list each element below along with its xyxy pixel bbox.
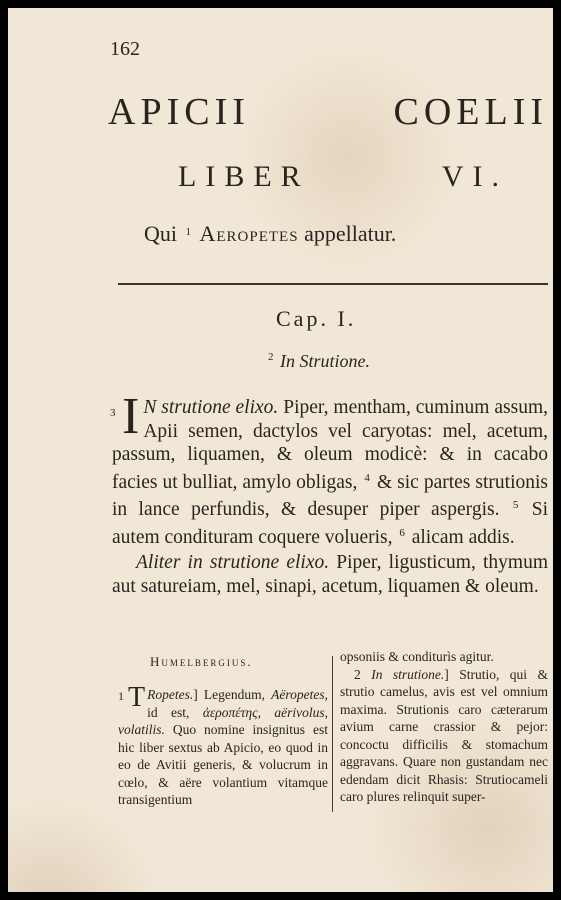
recipe-text: Piper, mentham, cuminum assum, Apii semen, dactylos vel caryotas: mel, acetum, passum, liquamen, & oleum modicè: & in cacabo facies ut bulliat, amylo obligas,	[112, 397, 548, 493]
notes-left-column	[118, 682, 329, 809]
chapter-heading: Cap. I.	[276, 306, 357, 331]
recipe-text: alicam addis.	[411, 526, 515, 548]
note-paragraph	[118, 682, 329, 809]
recipe-text: & sic partes strutionis in lance perfundis, & desuper piper aspergis.	[112, 471, 549, 520]
drop-cap: T	[128, 682, 146, 713]
footnote-marker: 6	[399, 526, 405, 539]
footnote-marker: 2	[268, 351, 274, 363]
note-text: opsoniis & conditurìs agitur.	[340, 649, 494, 664]
drop-cap: I	[122, 388, 140, 445]
footnote-marker: 5	[512, 499, 519, 511]
book-description	[144, 221, 396, 247]
recipe-title: N strutione elixo.	[143, 397, 279, 418]
section-title: In Strutione.	[280, 351, 370, 371]
note-text: ] Legendum,	[193, 687, 265, 702]
section-heading	[266, 351, 370, 372]
footnote-marker: 1	[185, 226, 191, 238]
note-text: ] Strutio, qui & strutio camelus, avis est vel omnium maxima. Strutionis caro cæterarum avium carne crassior & pejor: concoctu difficilis & stomachum aggravans. Quare non gustandam nec edendam dicit Rhasis: Strutiocameli caro plures relinquit super-	[340, 666, 548, 804]
note-greek: ἀεροπέτης,	[202, 704, 261, 720]
note-paragraph	[340, 648, 548, 666]
notes-heading: Humelbergius.	[150, 654, 253, 669]
recipe-paragraph	[112, 388, 549, 549]
book-subtitle-text: LIBER VI.	[178, 160, 508, 193]
footnote-marker: 4	[364, 471, 370, 484]
recipe-title: Aliter in strutione elixo.	[136, 552, 330, 573]
note-lemma: In strutione.	[371, 666, 445, 682]
book-title	[108, 90, 548, 134]
aeropetes-name: Aeropetes	[199, 221, 299, 246]
recipe-body	[110, 388, 549, 598]
note-text: Quo nomine insignitus est hic liber sextus ab Apicio, eo quod in eo de Avitii generis, & volucrum in cœlo, & aëre volantium vitamque transigentium	[118, 722, 328, 807]
note-number: 2	[354, 666, 361, 682]
page-number: 162	[110, 38, 140, 60]
note-paragraph	[340, 666, 548, 806]
book-subtitle	[178, 160, 508, 194]
recipe-text: Piper, ligusticum, thymum aut satureiam, mel, sinapi, acetum, liquamen & oleum.	[112, 552, 548, 597]
subtitle-pre: Qui	[144, 221, 177, 246]
note-number: 1	[118, 689, 124, 703]
note-italic: aërivolus, volatilis.	[118, 704, 329, 737]
recipe-text: Si autem condituram coquere volueris,	[112, 499, 549, 548]
note-lemma: Ropetes.	[147, 687, 194, 702]
note-italic: Aëropetes,	[271, 687, 328, 702]
subtitle-post: appellatur.	[304, 221, 397, 246]
book-page	[8, 8, 553, 892]
header-divider	[118, 283, 548, 285]
column-divider	[332, 656, 333, 812]
notes-right-column	[340, 648, 548, 806]
recipe-paragraph	[112, 551, 548, 598]
note-text: id est,	[147, 704, 190, 720]
footnote-marker: 3	[110, 407, 116, 419]
book-title-text: APICII COELII	[108, 91, 548, 133]
